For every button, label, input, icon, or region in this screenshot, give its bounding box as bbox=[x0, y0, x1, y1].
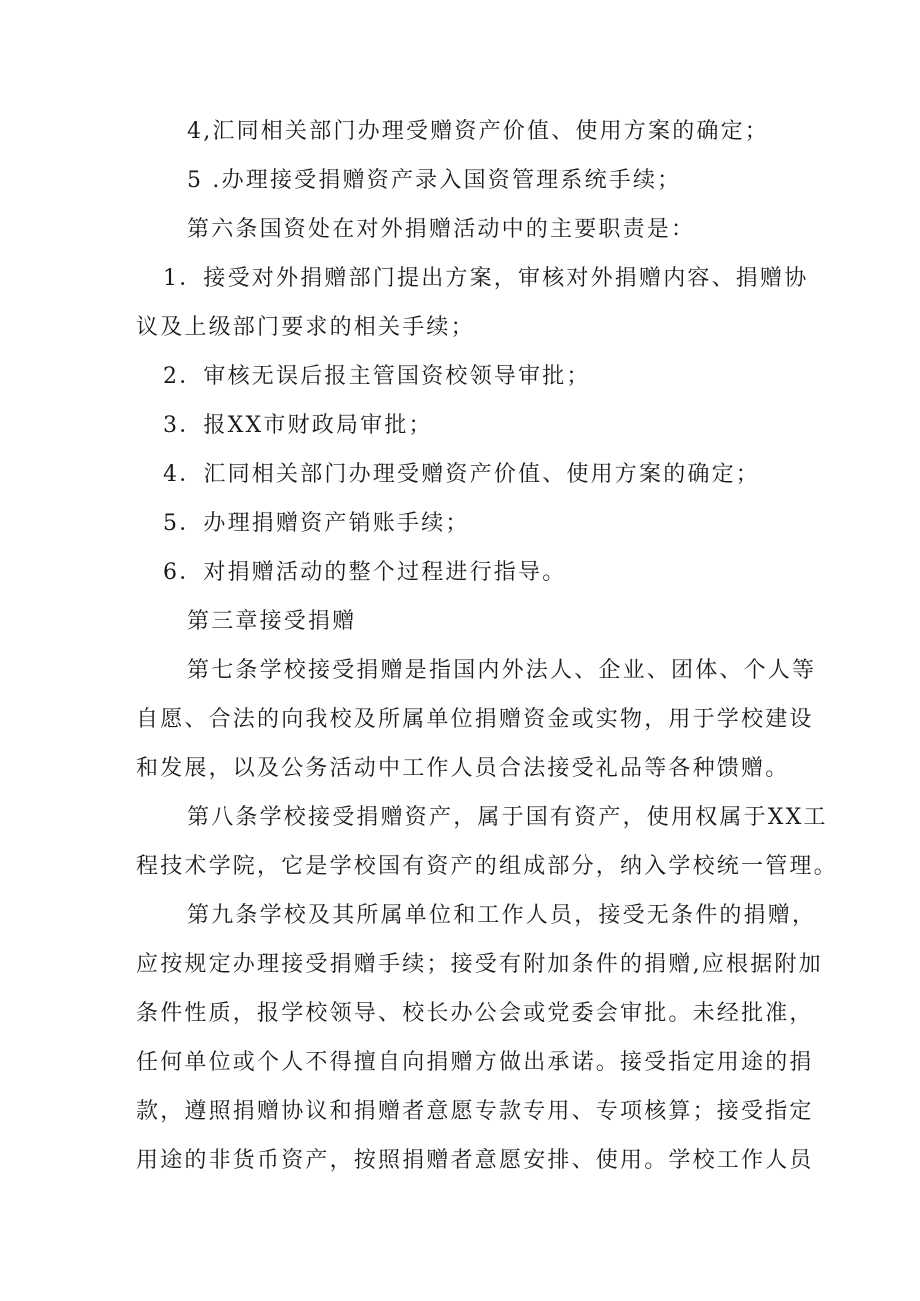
text-line: 3．报XX市财政局审批； bbox=[163, 413, 433, 438]
text-line: 自愿、合法的向我校及所属单位捐赠资金或实物，用于学校建设 bbox=[136, 707, 814, 732]
text-line: 第七条学校接受捐赠是指国内外法人、企业、团体、个人等 bbox=[187, 658, 817, 683]
text-line: 1．接受对外捐赠部门提出方案，审核对外捐赠内容、捐赠协 bbox=[163, 266, 809, 291]
text-line: 程技术学院，它是学校国有资产的组成部分，纳入学校统一管理。 bbox=[136, 854, 838, 879]
text-line: 应按规定办理接受捐赠手续；接受有附加条件的捐赠,应根据附加 bbox=[136, 952, 823, 977]
text-line: 4．汇同相关部门办理受赠资产价值、使用方案的确定； bbox=[163, 462, 760, 487]
text-line: 第六条国资处在对外捐赠活动中的主要职责是： bbox=[187, 217, 696, 242]
text-line: 2．审核无误后报主管国资校领导审批； bbox=[163, 364, 591, 389]
text-line: 议及上级部门要求的相关手续； bbox=[136, 315, 475, 340]
text-line: 5 .办理接受捐赠资产录入国资管理系统手续； bbox=[187, 168, 682, 193]
text-line: 6．对捐赠活动的整个过程进行指导。 bbox=[163, 560, 567, 585]
text-line: 和发展，以及公务活动中工作人员合法接受礼品等各种馈赠。 bbox=[136, 756, 790, 781]
text-line: 4,汇同相关部门办理受赠资产价值、使用方案的确定； bbox=[187, 119, 769, 144]
text-line: 用途的非货币资产，按照捐赠者意愿安排、使用。学校工作人员 bbox=[136, 1148, 814, 1173]
text-line: 任何单位或个人不得擅自向捐赠方做出承诺。接受指定用途的捐 bbox=[136, 1050, 814, 1075]
text-line: 5．办理捐赠资产销账手续； bbox=[163, 511, 470, 536]
text-line: 第八条学校接受捐赠资产，属于国有资产，使用权属于XX工 bbox=[187, 805, 828, 830]
text-line: 第九条学校及其所属单位和工作人员，接受无条件的捐赠， bbox=[187, 903, 817, 928]
chapter-heading: 第三章接受捐赠 bbox=[187, 609, 357, 634]
text-line: 条件性质，报学校领导、校长办公会或党委会审批。未经批准， bbox=[136, 1001, 814, 1026]
text-line: 款，遵照捐赠协议和捐赠者意愿专款专用、专项核算；接受指定 bbox=[136, 1099, 814, 1124]
